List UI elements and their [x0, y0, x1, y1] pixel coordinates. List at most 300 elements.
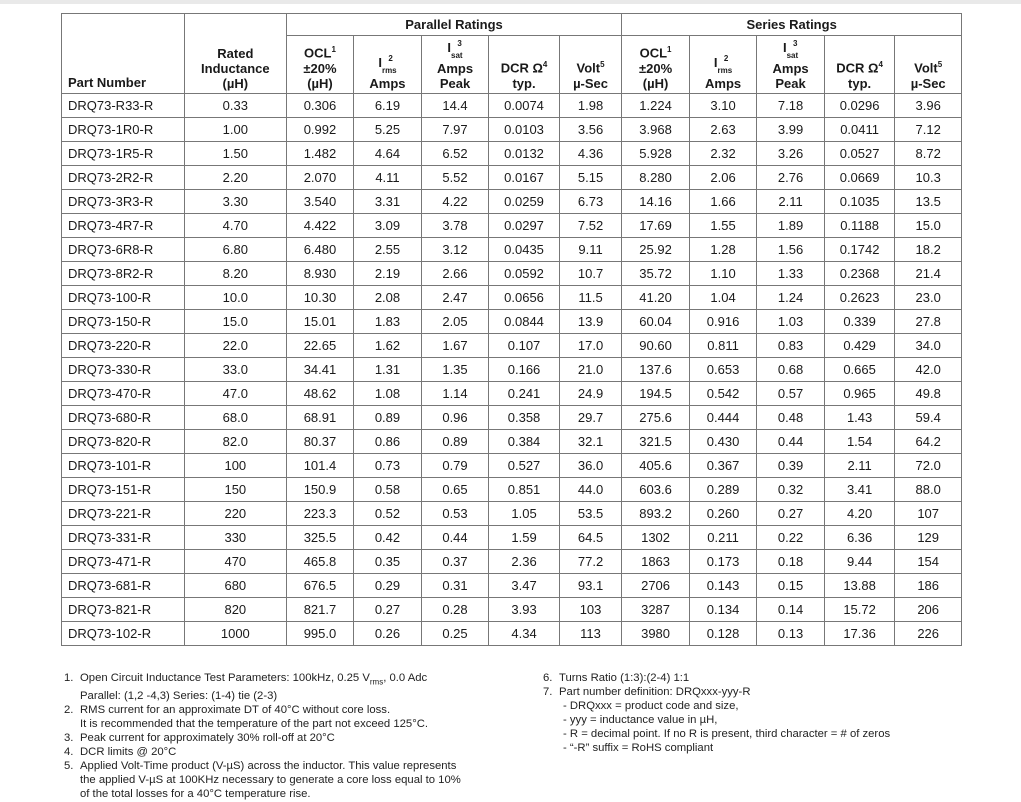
parallel-isat-cell: 0.79: [421, 453, 489, 477]
series-ocl-cell: 35.72: [622, 261, 690, 285]
rated-inductance-cell: 82.0: [184, 429, 286, 453]
series-dcr-cell: 13.88: [824, 573, 895, 597]
parallel-dcr-cell: 0.107: [489, 333, 560, 357]
parallel-volt-cell: 103: [559, 597, 622, 621]
footnote-5-cont: of the total losses for a 40°C temperature rise.: [80, 788, 311, 801]
blank-header-cell: [62, 14, 185, 36]
part-number-header: Part Number: [62, 36, 185, 94]
parallel-ocl-cell: 48.62: [286, 381, 354, 405]
series-isat-cell: 0.32: [757, 477, 825, 501]
parallel-irms-cell: 1.31: [354, 357, 422, 381]
part-number-cell: DRQ73-1R0-R: [62, 117, 185, 141]
series-isat-cell: 0.27: [757, 501, 825, 525]
parallel-isat-cell: 1.35: [421, 357, 489, 381]
series-ocl-cell: 321.5: [622, 429, 690, 453]
parallel-ocl-cell: 4.422: [286, 213, 354, 237]
series-dcr-cell: 15.72: [824, 597, 895, 621]
footnote-2-cont: It is recommended that the temperature of the part not exceed 125°C.: [80, 718, 429, 731]
parallel-isat-cell: 1.14: [421, 381, 489, 405]
part-number-cell: DRQ73-681-R: [62, 573, 185, 597]
series-isat-cell: 0.13: [757, 621, 825, 645]
table-row: [62, 597, 962, 621]
parallel-dcr-header: DCR $\Omega^4$ typ.: [489, 36, 560, 94]
parallel-dcr-cell: 3.93: [489, 597, 560, 621]
parallel-irms-cell: 1.83: [354, 309, 422, 333]
series-isat-cell: 0.14: [757, 597, 825, 621]
series-volt-cell: 64.2: [895, 429, 962, 453]
series-dcr-cell: 0.0296: [824, 93, 895, 117]
parallel-volt-cell: 36.0: [559, 453, 622, 477]
part-number-cell: DRQ73-100-R: [62, 285, 185, 309]
parallel-ocl-cell: 22.65: [286, 333, 354, 357]
parallel-isat-cell: 0.89: [421, 429, 489, 453]
parallel-ocl-cell: 34.41: [286, 357, 354, 381]
parallel-ocl-cell: 8.930: [286, 261, 354, 285]
part-number-cell: DRQ73-471-R: [62, 549, 185, 573]
parallel-irms-cell: 2.08: [354, 285, 422, 309]
series-ocl-cell: 3980: [622, 621, 690, 645]
series-volt-cell: 13.5: [895, 189, 962, 213]
parallel-dcr-cell: 3.47: [489, 573, 560, 597]
series-dcr-cell: 3.41: [824, 477, 895, 501]
series-volt-cell: 59.4: [895, 405, 962, 429]
footnote-4: 4. DCR limits @ 20°C: [64, 746, 177, 759]
series-volt-cell: 206: [895, 597, 962, 621]
series-irms-cell: 2.63: [689, 117, 757, 141]
part-number-cell: DRQ73-151-R: [62, 477, 185, 501]
parallel-isat-cell: 2.05: [421, 309, 489, 333]
rated-inductance-cell: 1.50: [184, 141, 286, 165]
series-ocl-cell: 3287: [622, 597, 690, 621]
parallel-ocl-cell: 325.5: [286, 525, 354, 549]
part-number-cell: DRQ73-821-R: [62, 597, 185, 621]
series-irms-cell: 0.211: [689, 525, 757, 549]
series-dcr-cell: 0.665: [824, 357, 895, 381]
parallel-ocl-cell: 676.5: [286, 573, 354, 597]
parallel-volt-cell: 113: [559, 621, 622, 645]
series-ocl-cell: 1.224: [622, 93, 690, 117]
rated-inductance-cell: 3.30: [184, 189, 286, 213]
table-row: [62, 285, 962, 309]
parallel-dcr-cell: 0.0074: [489, 93, 560, 117]
parallel-dcr-cell: 0.0132: [489, 141, 560, 165]
part-number-cell: DRQ73-R33-R: [62, 93, 185, 117]
parallel-isat-cell: 0.96: [421, 405, 489, 429]
rated-inductance-cell: 6.80: [184, 237, 286, 261]
parallel-irms-cell: 5.25: [354, 117, 422, 141]
series-dcr-cell: 0.1188: [824, 213, 895, 237]
series-irms-cell: 1.10: [689, 261, 757, 285]
parallel-isat-cell: 5.52: [421, 165, 489, 189]
footnote-3: 3. Peak current for approximately 30% roll-off at 20°C: [64, 732, 335, 745]
series-isat-cell: 7.18: [757, 93, 825, 117]
table-row: [62, 525, 962, 549]
parallel-volt-cell: 13.9: [559, 309, 622, 333]
series-ocl-cell: 1302: [622, 525, 690, 549]
series-isat-cell: 3.99: [757, 117, 825, 141]
parallel-volt-cell: 64.5: [559, 525, 622, 549]
parallel-volt-cell: 10.7: [559, 261, 622, 285]
series-dcr-cell: 2.11: [824, 453, 895, 477]
series-irms-cell: 0.143: [689, 573, 757, 597]
parallel-dcr-cell: 0.0259: [489, 189, 560, 213]
series-dcr-cell: 0.339: [824, 309, 895, 333]
table-row: [62, 621, 962, 645]
footnote-1: 1. Open Circuit Inductance Test Parameters: 100kHz, 0.25 $V_{rms}$, 0.0 Adc: [64, 672, 428, 687]
series-volt-cell: 10.3: [895, 165, 962, 189]
rated-inductance-cell: 100: [184, 453, 286, 477]
rated-inductance-cell: 8.20: [184, 261, 286, 285]
series-dcr-cell: 0.0669: [824, 165, 895, 189]
parallel-isat-header: $I_{sat}$ 3 Amps Peak: [421, 36, 489, 94]
rated-inductance-cell: 0.33: [184, 93, 286, 117]
rated-inductance-cell: 1000: [184, 621, 286, 645]
parallel-dcr-cell: 0.241: [489, 381, 560, 405]
table-row: [62, 237, 962, 261]
series-irms-cell: 0.653: [689, 357, 757, 381]
parallel-irms-cell: 0.89: [354, 405, 422, 429]
footnote-7-sub: - DRQxxx = product code and size,: [563, 700, 739, 712]
table-row: [62, 405, 962, 429]
series-volt-cell: 23.0: [895, 285, 962, 309]
series-dcr-cell: 1.54: [824, 429, 895, 453]
series-irms-cell: 1.28: [689, 237, 757, 261]
parallel-ocl-header: $OCL^1$ ±20% (µH): [286, 36, 354, 94]
series-ocl-cell: 14.16: [622, 189, 690, 213]
series-irms-header: $I_{rms}$ 2 Amps: [689, 36, 757, 94]
series-isat-header: $I_{sat}$ 3 Amps Peak: [757, 36, 825, 94]
parallel-dcr-cell: 0.0656: [489, 285, 560, 309]
parallel-dcr-cell: 0.0167: [489, 165, 560, 189]
series-ocl-cell: 60.04: [622, 309, 690, 333]
rated-inductance-cell: 220: [184, 501, 286, 525]
parallel-irms-cell: 0.86: [354, 429, 422, 453]
series-isat-cell: 3.26: [757, 141, 825, 165]
series-volt-cell: 129: [895, 525, 962, 549]
footnote-5-cont: the applied V-µS at 100KHz necessary to generate a core loss equal to 10%: [80, 774, 461, 787]
series-volt-cell: 21.4: [895, 261, 962, 285]
series-isat-cell: 2.11: [757, 189, 825, 213]
parallel-volt-cell: 6.73: [559, 189, 622, 213]
parallel-dcr-cell: 0.851: [489, 477, 560, 501]
blank-header-cell: [184, 14, 286, 36]
parallel-isat-cell: 0.37: [421, 549, 489, 573]
footnotes-left: [64, 671, 494, 801]
series-ocl-cell: 1863: [622, 549, 690, 573]
series-irms-cell: 2.06: [689, 165, 757, 189]
footnote-7-sub: - yyy = inductance value in µH,: [563, 714, 718, 726]
series-volt-cell: 27.8: [895, 309, 962, 333]
part-number-cell: DRQ73-102-R: [62, 621, 185, 645]
parallel-isat-cell: 0.28: [421, 597, 489, 621]
rated-inductance-cell: 33.0: [184, 357, 286, 381]
parallel-irms-header: $I_{rms}$ 2 Amps: [354, 36, 422, 94]
parallel-ocl-cell: 6.480: [286, 237, 354, 261]
series-ocl-cell: 137.6: [622, 357, 690, 381]
rated-inductance-header: Rated Inductance (µH): [184, 36, 286, 94]
part-number-cell: DRQ73-4R7-R: [62, 213, 185, 237]
part-number-cell: DRQ73-150-R: [62, 309, 185, 333]
table-row: [62, 117, 962, 141]
table-row: [62, 453, 962, 477]
series-volt-cell: 226: [895, 621, 962, 645]
series-isat-cell: 1.03: [757, 309, 825, 333]
parallel-isat-cell: 14.4: [421, 93, 489, 117]
parallel-volt-cell: 53.5: [559, 501, 622, 525]
parallel-irms-cell: 3.09: [354, 213, 422, 237]
series-ocl-cell: 3.968: [622, 117, 690, 141]
parallel-dcr-cell: 0.0592: [489, 261, 560, 285]
parallel-irms-cell: 2.19: [354, 261, 422, 285]
series-irms-cell: 0.260: [689, 501, 757, 525]
series-ocl-cell: 8.280: [622, 165, 690, 189]
series-isat-cell: 1.89: [757, 213, 825, 237]
table-row: [62, 357, 962, 381]
series-dcr-cell: 0.0411: [824, 117, 895, 141]
parallel-irms-cell: 0.29: [354, 573, 422, 597]
parallel-irms-cell: 3.31: [354, 189, 422, 213]
table-row: [62, 333, 962, 357]
parallel-isat-cell: 7.97: [421, 117, 489, 141]
parallel-irms-cell: 0.27: [354, 597, 422, 621]
parallel-dcr-cell: 0.384: [489, 429, 560, 453]
parallel-ocl-cell: 80.37: [286, 429, 354, 453]
footnote-7: 7. Part number definition: DRQxxx-yyy-R: [543, 686, 751, 698]
series-volt-cell: 8.72: [895, 141, 962, 165]
parallel-irms-cell: 0.42: [354, 525, 422, 549]
series-isat-cell: 1.56: [757, 237, 825, 261]
parallel-volt-cell: 44.0: [559, 477, 622, 501]
footnotes-right: [543, 671, 943, 755]
parallel-irms-cell: 0.52: [354, 501, 422, 525]
inductor-ratings-table: [61, 13, 962, 646]
series-volt-cell: 18.2: [895, 237, 962, 261]
parallel-isat-cell: 0.53: [421, 501, 489, 525]
table-row: [62, 189, 962, 213]
series-dcr-cell: 0.2623: [824, 285, 895, 309]
series-dcr-cell: 4.20: [824, 501, 895, 525]
series-isat-cell: 1.33: [757, 261, 825, 285]
parallel-volt-cell: 29.7: [559, 405, 622, 429]
parallel-dcr-cell: 0.0844: [489, 309, 560, 333]
series-dcr-cell: 0.1742: [824, 237, 895, 261]
parallel-volt-cell: 11.5: [559, 285, 622, 309]
series-volt-cell: 49.8: [895, 381, 962, 405]
series-ocl-cell: 405.6: [622, 453, 690, 477]
part-number-cell: DRQ73-8R2-R: [62, 261, 185, 285]
page-top-rule: [0, 0, 1021, 4]
parallel-isat-cell: 3.78: [421, 213, 489, 237]
series-irms-cell: 0.542: [689, 381, 757, 405]
parallel-volt-cell: 1.98: [559, 93, 622, 117]
rated-inductance-cell: 820: [184, 597, 286, 621]
part-number-cell: DRQ73-331-R: [62, 525, 185, 549]
rated-inductance-cell: 10.0: [184, 285, 286, 309]
series-ocl-cell: 5.928: [622, 141, 690, 165]
footnote-5: 5. Applied Volt-Time product (V-µS) across the inductor. This value represents: [64, 760, 457, 773]
series-irms-cell: 0.173: [689, 549, 757, 573]
rated-inductance-cell: 68.0: [184, 405, 286, 429]
series-isat-cell: 0.15: [757, 573, 825, 597]
series-ocl-cell: 17.69: [622, 213, 690, 237]
parallel-irms-cell: 1.08: [354, 381, 422, 405]
series-isat-cell: 0.68: [757, 357, 825, 381]
table-row: [62, 261, 962, 285]
series-volt-cell: 186: [895, 573, 962, 597]
parallel-volt-cell: 3.56: [559, 117, 622, 141]
rated-inductance-cell: 680: [184, 573, 286, 597]
series-volt-cell: 34.0: [895, 333, 962, 357]
parallel-dcr-cell: 0.527: [489, 453, 560, 477]
series-irms-cell: 0.916: [689, 309, 757, 333]
series-irms-cell: 0.289: [689, 477, 757, 501]
rated-inductance-cell: 1.00: [184, 117, 286, 141]
parallel-dcr-cell: 1.05: [489, 501, 560, 525]
parallel-irms-cell: 0.73: [354, 453, 422, 477]
part-number-cell: DRQ73-470-R: [62, 381, 185, 405]
parallel-dcr-cell: 0.0435: [489, 237, 560, 261]
parallel-irms-cell: 0.35: [354, 549, 422, 573]
parallel-dcr-cell: 0.358: [489, 405, 560, 429]
rated-inductance-cell: 47.0: [184, 381, 286, 405]
series-volt-cell: 88.0: [895, 477, 962, 501]
parallel-isat-cell: 2.47: [421, 285, 489, 309]
parallel-isat-cell: 2.66: [421, 261, 489, 285]
part-number-cell: DRQ73-680-R: [62, 405, 185, 429]
parallel-ocl-cell: 150.9: [286, 477, 354, 501]
parallel-volt-cell: 21.0: [559, 357, 622, 381]
parallel-ocl-cell: 10.30: [286, 285, 354, 309]
series-isat-cell: 0.44: [757, 429, 825, 453]
parallel-ocl-cell: 1.482: [286, 141, 354, 165]
parallel-ocl-cell: 223.3: [286, 501, 354, 525]
table-row: [62, 501, 962, 525]
part-number-cell: DRQ73-820-R: [62, 429, 185, 453]
parallel-volt-cell: 4.36: [559, 141, 622, 165]
parallel-irms-cell: 0.26: [354, 621, 422, 645]
series-ocl-cell: 41.20: [622, 285, 690, 309]
table-row: [62, 549, 962, 573]
part-number-cell: DRQ73-221-R: [62, 501, 185, 525]
part-number-cell: DRQ73-3R3-R: [62, 189, 185, 213]
parallel-volt-cell: 93.1: [559, 573, 622, 597]
series-isat-cell: 0.18: [757, 549, 825, 573]
series-dcr-cell: 0.429: [824, 333, 895, 357]
parallel-volt-cell: 7.52: [559, 213, 622, 237]
series-volt-header: Volt$^5$ µ-Sec: [895, 36, 962, 94]
parallel-ocl-cell: 465.8: [286, 549, 354, 573]
series-isat-cell: 0.39: [757, 453, 825, 477]
series-irms-cell: 0.430: [689, 429, 757, 453]
parallel-ocl-cell: 995.0: [286, 621, 354, 645]
series-volt-cell: 154: [895, 549, 962, 573]
parallel-volt-cell: 9.11: [559, 237, 622, 261]
series-irms-cell: 1.04: [689, 285, 757, 309]
series-irms-cell: 1.55: [689, 213, 757, 237]
series-ocl-cell: 603.6: [622, 477, 690, 501]
series-irms-cell: 3.10: [689, 93, 757, 117]
parallel-ocl-cell: 101.4: [286, 453, 354, 477]
table-row: [62, 429, 962, 453]
parallel-isat-cell: 3.12: [421, 237, 489, 261]
part-number-cell: DRQ73-2R2-R: [62, 165, 185, 189]
footnote-6: 6. Turns Ratio (1:3):(2-4) 1:1: [543, 672, 690, 684]
series-isat-cell: 1.24: [757, 285, 825, 309]
series-isat-cell: 0.22: [757, 525, 825, 549]
rated-inductance-cell: 2.20: [184, 165, 286, 189]
series-irms-cell: 1.66: [689, 189, 757, 213]
series-dcr-cell: 6.36: [824, 525, 895, 549]
series-dcr-cell: 0.2368: [824, 261, 895, 285]
footnote-7-sub: - “-R” suffix = RoHS compliant: [563, 742, 714, 754]
parallel-ocl-cell: 0.992: [286, 117, 354, 141]
parallel-irms-cell: 1.62: [354, 333, 422, 357]
parallel-isat-cell: 6.52: [421, 141, 489, 165]
rated-inductance-cell: 150: [184, 477, 286, 501]
parallel-irms-cell: 4.11: [354, 165, 422, 189]
series-isat-cell: 2.76: [757, 165, 825, 189]
series-irms-cell: 0.367: [689, 453, 757, 477]
part-number-cell: DRQ73-101-R: [62, 453, 185, 477]
series-irms-cell: 0.128: [689, 621, 757, 645]
series-volt-cell: 7.12: [895, 117, 962, 141]
series-volt-cell: 72.0: [895, 453, 962, 477]
rated-inductance-cell: 330: [184, 525, 286, 549]
parallel-volt-cell: 24.9: [559, 381, 622, 405]
series-ocl-cell: 2706: [622, 573, 690, 597]
series-dcr-cell: 17.36: [824, 621, 895, 645]
parallel-irms-cell: 6.19: [354, 93, 422, 117]
footnote-7-sub: - R = decimal point. If no R is present, third character = # of zeros: [563, 728, 891, 740]
part-number-cell: DRQ73-220-R: [62, 333, 185, 357]
table-body: [62, 93, 962, 645]
table-row: [62, 165, 962, 189]
rated-inductance-cell: 22.0: [184, 333, 286, 357]
rated-inductance-cell: 470: [184, 549, 286, 573]
table-row: [62, 93, 962, 117]
parallel-dcr-cell: 2.36: [489, 549, 560, 573]
parallel-isat-cell: 0.44: [421, 525, 489, 549]
part-number-cell: DRQ73-330-R: [62, 357, 185, 381]
series-irms-cell: 0.811: [689, 333, 757, 357]
series-volt-cell: 107: [895, 501, 962, 525]
parallel-isat-cell: 1.67: [421, 333, 489, 357]
parallel-ocl-cell: 0.306: [286, 93, 354, 117]
parallel-ocl-cell: 2.070: [286, 165, 354, 189]
parallel-volt-cell: 32.1: [559, 429, 622, 453]
parallel-ocl-cell: 3.540: [286, 189, 354, 213]
parallel-dcr-cell: 4.34: [489, 621, 560, 645]
parallel-ocl-cell: 15.01: [286, 309, 354, 333]
part-number-cell: DRQ73-6R8-R: [62, 237, 185, 261]
series-irms-cell: 0.444: [689, 405, 757, 429]
parallel-isat-cell: 4.22: [421, 189, 489, 213]
series-volt-cell: 3.96: [895, 93, 962, 117]
series-isat-cell: 0.48: [757, 405, 825, 429]
series-dcr-cell: 1.43: [824, 405, 895, 429]
series-irms-cell: 2.32: [689, 141, 757, 165]
table-row: [62, 309, 962, 333]
series-dcr-cell: 9.44: [824, 549, 895, 573]
parallel-ocl-cell: 821.7: [286, 597, 354, 621]
parallel-ocl-cell: 68.91: [286, 405, 354, 429]
series-dcr-header: DCR $\Omega^4$ typ.: [824, 36, 895, 94]
table-row: [62, 213, 962, 237]
table-row: [62, 573, 962, 597]
parallel-dcr-cell: 0.0103: [489, 117, 560, 141]
parallel-irms-cell: 0.58: [354, 477, 422, 501]
series-ocl-cell: 194.5: [622, 381, 690, 405]
